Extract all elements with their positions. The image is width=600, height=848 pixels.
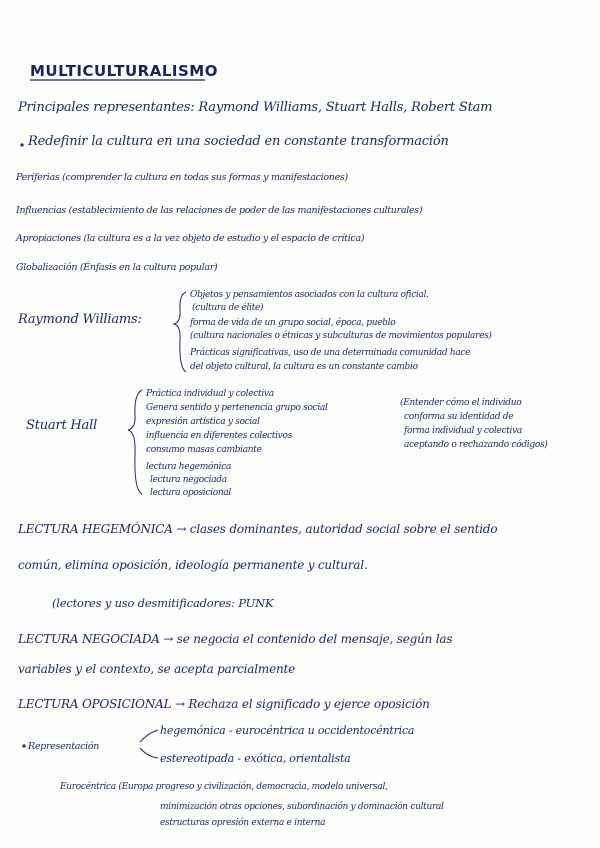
hall-note: forma individual y colectiva [404,426,522,436]
hall-item: lectura oposicional [150,488,231,498]
lectura-oposicional-line: LECTURA OPOSICIONAL → Rechaza el significado y ejerce oposición [18,697,430,711]
williams-label: Raymond Williams: [18,312,142,327]
williams-item: Prácticas significativas, uso de una determinada comunidad hace [190,348,471,358]
bullet-dot [20,143,23,146]
concept-periferias: Periferias (comprender la cultura en todas sus formas y manifestaciones) [16,172,348,183]
concept-apropiaciones: Apropiaciones (la cultura es a la vez objeto de estudio y el espacio de crítica) [16,233,365,244]
concept-influencias: Influencias (establecimiento de las relaciones de poder de las manifestaciones culturales) [16,205,423,216]
williams-item: forma de vida de un grupo social, época, pueblo [190,318,396,328]
hall-label: Stuart Hall [26,418,98,433]
eurocentrica-line: minimización otras opciones, subordinación y dominación cultural [160,802,444,812]
hall-item: Genera sentido y pertenencia grupo social [146,403,328,413]
redefine-line: Redefinir la cultura en una sociedad en constante transformación [28,134,449,149]
williams-brace [174,292,186,372]
representacion-estereotipada: estereotipada - exótica, orientalista [160,752,351,765]
lectura-hegemonica-line: LECTURA HEGEMÓNICA → clases dominantes, autoridad social sobre el sentido [18,522,498,536]
williams-item: (cultura de élite) [192,303,264,313]
hall-item: Práctica individual y colectiva [146,389,274,399]
page-title: MULTICULTURALISMO [30,62,218,80]
hall-note: (Entender cómo el individuo [400,398,522,408]
lectura-negociada-line: LECTURA NEGOCIADA → se negocia el contenido del mensaje, según las [18,632,453,646]
hall-item: lectura hegemónica [146,462,232,472]
concept-globalizacion: Globalización (Énfasis en la cultura popular) [16,262,218,273]
williams-item: Objetos y pensamientos asociados con la cultura oficial. [190,290,429,300]
williams-item: (cultura nacionales o étnicas y subculturas de movimientos populares) [190,331,492,341]
eurocentrica-line: estructuras opresión externa e interna [160,818,326,828]
williams-item: del objeto cultural, la cultura es un constante cambio [190,362,418,372]
hall-brace [128,390,142,494]
hall-item: influencia en diferentes colectivos [146,431,292,441]
hall-note: aceptando o rechazando códigos) [404,440,548,450]
representatives-line: Principales representantes: Raymond Williams, Stuart Halls, Robert Stam [18,100,493,115]
hall-note: conforma su identidad de [404,412,514,422]
eurocentrica-line: Eurocéntrica (Europa progreso y civilización, democracia, modelo universal, [60,782,388,792]
hall-item: lectura negociada [150,475,227,485]
lectura-hegemonica-line: común, elimina oposición, ideología permanente y cultural. [18,558,368,572]
hall-item: expresión artística y social [146,417,260,427]
punk-line: (lectores y uso desmitificadores: PUNK [52,596,274,610]
representacion-hegemonica: hegemónica - eurocéntrica u occidentocéntrica [160,724,415,737]
representacion-arrow-up [140,730,158,742]
representacion-label: Representación [28,741,100,752]
representacion-arrow-down [140,748,158,758]
hall-item: consumo masas cambiante [146,445,262,455]
bullet-dot [22,744,25,747]
lectura-negociada-line: variables y el contexto, se acepta parcialmente [18,662,296,676]
